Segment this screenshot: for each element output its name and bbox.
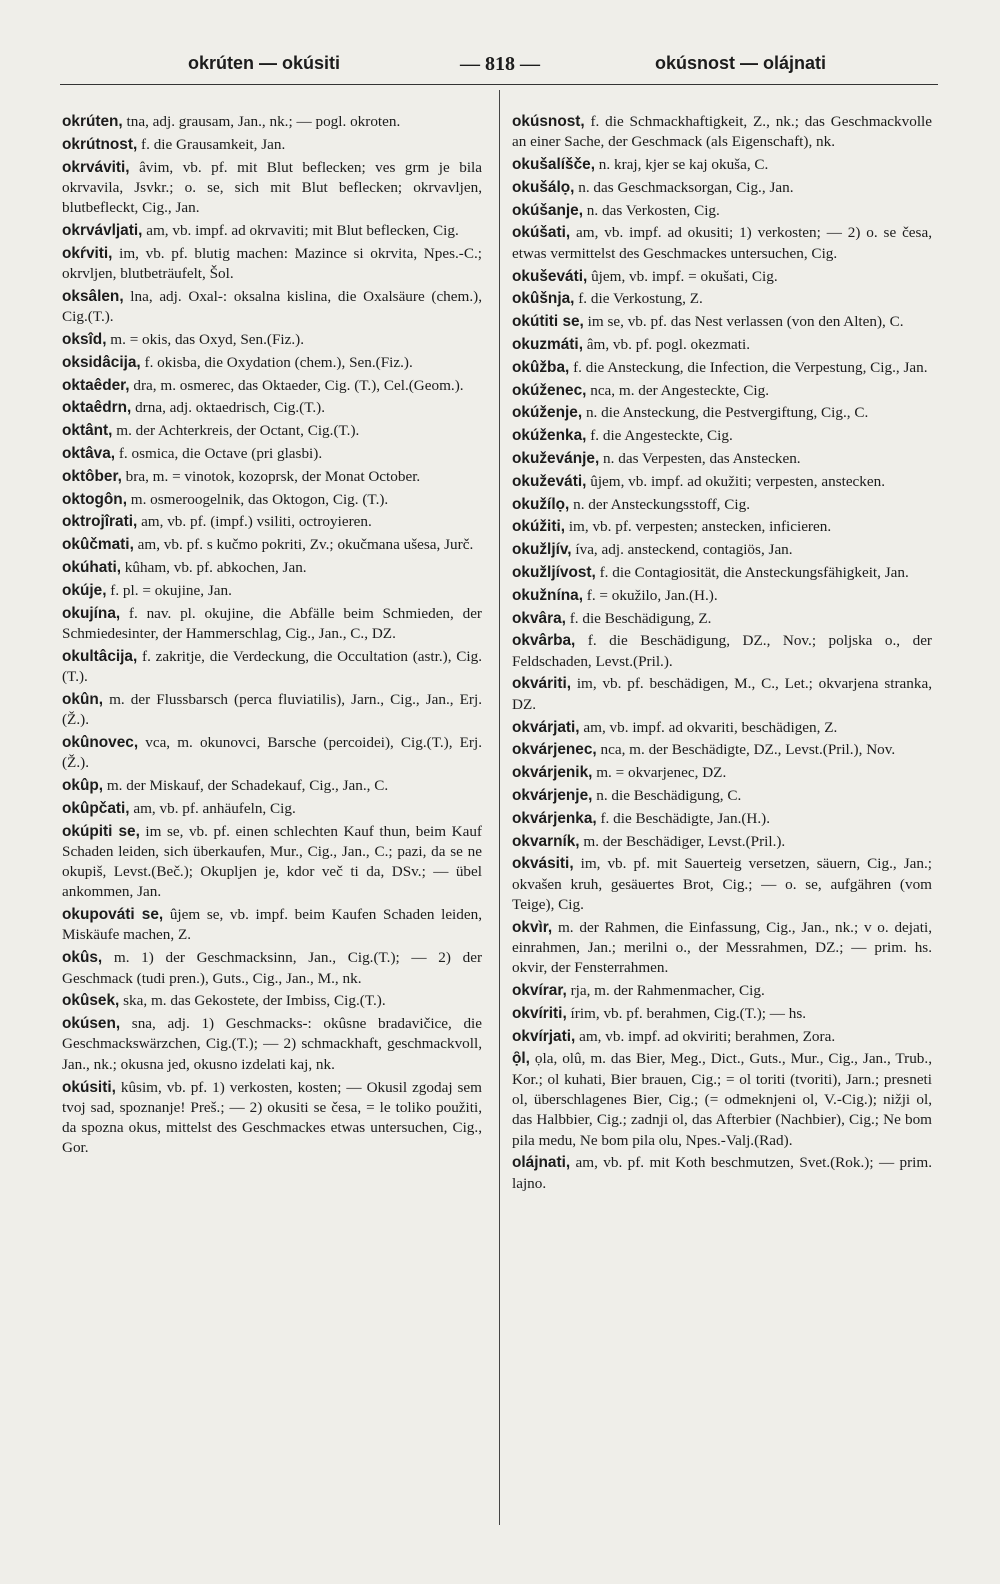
dictionary-entry [62, 287, 482, 328]
entry-headword: okûsek, [62, 992, 120, 1010]
dictionary-entry [62, 467, 482, 487]
entry-headword: okúsnost, [512, 113, 585, 130]
entry-headword: okúsen, [62, 1015, 121, 1033]
dictionary-entry [62, 733, 482, 774]
entry-definition: lna, adj. Oxal-: oksalna kislina, die Oxalsäure (chem.), Cig.(T.). [62, 287, 482, 326]
entry-headword: okŕviti, [62, 244, 113, 262]
entry-definition: n. die Ansteckung, die Pestvergiftung, Cig., C. [582, 404, 869, 422]
entry-definition: kûham, vb. pf. abkochen, Jan. [121, 558, 307, 576]
entry-definition: f. die Contagiosität, die Ansteckungsfähigkeit, Jan. [595, 563, 909, 581]
entry-definition: íva, adj. ansteckend, contagiös, Jan. [571, 541, 793, 559]
entry-definition: dra, m. osmerec, das Oktaeder, Cig. (T.), Cel.(Geom.). [129, 376, 464, 394]
entry-headword: okvírar, [512, 982, 567, 1000]
dictionary-entry [512, 1153, 932, 1194]
entry-definition: f. die Grausamkeit, Jan. [137, 135, 286, 153]
dictionary-entry [62, 647, 482, 688]
entry-headword: okútiti se, [512, 313, 584, 331]
dictionary-entry [512, 918, 932, 979]
dictionary-entry [512, 381, 932, 401]
dictionary-entry [512, 718, 932, 738]
entry-definition: âm, vb. pf. pogl. okezmati. [582, 335, 751, 353]
dictionary-entry [62, 112, 482, 132]
entry-definition: ska, m. das Gekostete, der Imbiss, Cig.(T.). [119, 992, 386, 1010]
dictionary-entry [512, 763, 932, 783]
dictionary-entry [512, 563, 932, 583]
entry-definition: m. der Rahmen, die Einfassung, Cig., Jan., nk.; v o. dejati, einrahmen, Jan.; merilni o., der Messrahmen, DZ.; — prim. hs. okvir, der Fensterrahmen. [512, 918, 932, 977]
dictionary-entry [62, 1014, 482, 1075]
entry-definition: ûjem se, vb. impf. beim Kaufen Schaden leiden, Miskäufe machen, Z. [62, 906, 483, 944]
dictionary-entry [512, 809, 932, 829]
entry-definition: nca, m. der Angesteckte, Cig. [586, 381, 770, 399]
dictionary-entry [62, 581, 482, 601]
entry-definition: am, vb. impf. ad okviriti; berahmen, Zora. [575, 1027, 836, 1045]
entry-definition: ûjem, vb. impf. = okušati, Cig. [587, 267, 778, 285]
dictionary-entry [62, 690, 482, 731]
dictionary-entry [512, 540, 932, 560]
dictionary-entry [512, 832, 932, 852]
dictionary-entry [62, 604, 482, 645]
entry-definition: f. die Schmackhaftigkeit, Z., nk.; das Geschmackvolle an einer Sache, der Geschmack (als Eigenschaft), nk. [512, 113, 932, 151]
entry-definition: f. nav. pl. okujine, die Abfälle beim Schmieden, der Schmiedesinter, der Hammerschlag, Cig., Jan., C., DZ. [62, 604, 482, 642]
entry-definition: rja, m. der Rahmenmacher, Cig. [566, 982, 765, 1000]
entry-definition: am, vb. pf. anhäufeln, Cig. [129, 799, 296, 817]
header-right-range: okúsnost — olájnati [654, 53, 826, 73]
dictionary-entry [62, 244, 482, 285]
dictionary-entry [512, 517, 932, 537]
entry-definition: am, vb. pf. s kučmo pokriti, Zv.; okučmana ušesa, Jurč. [133, 536, 474, 554]
entry-headword: okúšati, [512, 224, 571, 242]
entry-headword: okvìr, [512, 918, 553, 936]
entry-definition: n. das Verpesten, das Anstecken. [599, 449, 801, 467]
page-number: — 818 — [460, 53, 540, 75]
left-column [62, 112, 482, 1161]
entry-definition: m. = okvarjenec, DZ. [592, 764, 727, 782]
entry-headword: okvârba, [512, 632, 576, 650]
entry-headword: okvárjenje, [512, 786, 593, 804]
entry-headword: okrvávljati, [62, 221, 143, 239]
entry-headword: okvásiti, [512, 855, 574, 873]
entry-definition: m. = okis, das Oxyd, Sen.(Fiz.). [106, 330, 305, 348]
dictionary-entry [512, 586, 932, 606]
column-divider [499, 90, 500, 1525]
entry-definition: f. osmica, die Octave (pri glasbi). [115, 444, 323, 462]
entry-headword: oktogôn, [62, 490, 127, 508]
entry-headword: oksîd, [62, 330, 107, 348]
entry-definition: f. die Verkostung, Z. [574, 290, 703, 308]
entry-definition: f. die Angesteckte, Cig. [586, 427, 733, 445]
dictionary-entry [512, 786, 932, 806]
dictionary-entry [512, 674, 932, 715]
entry-headword: oktaêdrn, [62, 399, 132, 417]
entry-headword: okúženka, [512, 427, 587, 445]
entry-definition: m. der Achterkreis, der Octant, Cig.(T.). [112, 422, 360, 440]
entry-headword: okúžiti, [512, 518, 566, 536]
entry-headword: okužljív, [512, 541, 572, 559]
entry-definition: f. pl. = okujine, Jan. [106, 581, 232, 599]
dictionary-entry [512, 472, 932, 492]
dictionary-entry [62, 535, 482, 555]
dictionary-entry [512, 201, 932, 221]
dictionary-entry [512, 267, 932, 287]
entry-definition: kûsim, vb. pf. 1) verkosten, kosten; — Okusil zgodaj sem tvoj sad, spoznanje! Preš.; — 2) okusiti se česa, = le toliko použiti, da spozna okus, mittelst des Geschmackes etwas untersuchen, Cig., Gor. [62, 1078, 482, 1157]
entry-headword: okûnovec, [62, 733, 139, 751]
entry-definition: m. der Miskauf, der Schadekauf, Cig., Jan., C. [103, 776, 389, 794]
entry-definition: im, vb. pf. beschädigen, M., C., Let.; okvarjena stranka, DZ. [512, 675, 932, 713]
dictionary-entry [62, 376, 482, 396]
entry-headword: okvâra, [512, 609, 566, 627]
dictionary-entry [62, 512, 482, 532]
entry-headword: okušalíšče, [512, 156, 595, 174]
dictionary-entry [62, 1078, 482, 1159]
entry-definition: m. osmeroogelnik, das Oktogon, Cig. (T.). [126, 490, 389, 508]
entry-headword: okúženje, [512, 404, 583, 422]
entry-definition: ọla, olû, m. das Bier, Meg., Dict., Guts., Mur., Cig., Jan., Trub., Kor.; ol kuhati, Bier brauen, Cig.; = ol toriti (tvoriti), Jarn.; presneti ol, überschlagenes Bier, Cig.; (= odmeknjeni ol, V.-Cig.); nižji ol, das Halbbier, Cig.; zadnji ol, das Afterbier (Nachbier), Cig.; Ne bom pila medu, Ne bom pila olu, Npes.-Valj.(Rad). [512, 1050, 932, 1149]
entry-headword: okúhati, [62, 558, 121, 576]
entry-definition: f. die Beschädigung, Z. [565, 609, 712, 627]
entry-headword: okvírjati, [512, 1027, 576, 1045]
dictionary-entry [62, 135, 482, 155]
entry-headword: okváriti, [512, 675, 572, 693]
entry-headword: okúje, [62, 581, 107, 599]
entry-definition: am, vb. impf. ad okvariti, beschädigen, Z. [579, 718, 838, 736]
entry-definition: n. der Ansteckungsstoff, Cig. [569, 495, 750, 513]
dictionary-entry [62, 330, 482, 350]
dictionary-entry [62, 905, 482, 946]
entry-headword: okuževánje, [512, 449, 600, 467]
entry-definition: am, vb. pf. (impf.) vsiliti, octroyieren. [137, 513, 372, 531]
entry-headword: okužílọ, [512, 495, 570, 513]
entry-headword: okrútnost, [62, 135, 138, 153]
entry-definition: n. das Geschmacksorgan, Cig., Jan. [574, 178, 794, 196]
dictionary-entry [62, 822, 482, 903]
dictionary-entry [512, 609, 932, 629]
entry-definition: im, vb. pf. mit Sauerteig versetzen, säuern, Cig., Jan.; okvašen kruh, gesäuertes Brot, Cig.; — o. se, aufgähren (vom Teige), Cig. [512, 855, 932, 913]
dictionary-entry [62, 490, 482, 510]
dictionary-entry [512, 426, 932, 446]
entry-definition: im se, vb. pf. einen schlechten Kauf thun, beim Kauf Schaden leiden, sich überkaufen, Mur., Cig., Jan., C.; pazi, da se ne okupiš, Levst.(Beč.); Okupljen je, kdor več ti da, DSv.; — übel ankommen, Jan. [62, 822, 482, 901]
entry-definition: m. 1) der Geschmacksinn, Jan., Cig.(T.); — 2) der Geschmack (tudi pren.), Guts., Cig., Jan., M., nk. [62, 949, 482, 987]
entry-headword: okvarník, [512, 832, 580, 850]
entry-headword: oksâlen, [62, 287, 124, 305]
entry-headword: okvárjenka, [512, 809, 597, 827]
entry-definition: ûjem, vb. impf. ad okužiti; verpesten, anstecken. [586, 472, 886, 490]
dictionary-entry [512, 854, 932, 915]
entry-headword: okužljívost, [512, 563, 596, 581]
dictionary-entry [62, 421, 482, 441]
entry-headword: okrváviti, [62, 158, 130, 176]
entry-headword: okúsiti, [62, 1078, 116, 1096]
entry-headword: okûžba, [512, 358, 570, 376]
entry-definition: f. zakritje, die Verdeckung, die Occultation (astr.), Cig.(T.). [62, 647, 482, 685]
dictionary-entry [512, 403, 932, 423]
entry-definition: vca, m. okunovci, Barsche (percoidei), Cig.(T.), Erj.(Ž.). [62, 733, 482, 772]
dictionary-entry [512, 1027, 932, 1047]
header-rule [60, 84, 938, 85]
entry-headword: olájnati, [512, 1154, 571, 1172]
entry-definition: am, vb. pf. mit Koth beschmutzen, Svet.(Rok.); — prim. lajno. [512, 1154, 932, 1192]
entry-headword: okûn, [62, 690, 104, 708]
dictionary-entry [512, 335, 932, 355]
entry-definition: im, vb. pf. blutig machen: Mazince si okrvita, Npes.-C.; okrvljen, blutbeträufelt, Šol. [62, 244, 482, 283]
entry-definition: m. der Beschädiger, Levst.(Pril.). [579, 832, 786, 850]
header-left-range: okrúten — okúsiti [188, 53, 341, 73]
entry-headword: okušálọ, [512, 178, 575, 196]
entry-headword: oktrojîrati, [62, 513, 138, 531]
entry-definition: sna, adj. 1) Geschmacks-: okûsne bradavičice, die Geschmackswärzchen, Cig.(T.); — 2) schmackhaft, geschmackvoll, Jan., nk.; okusna jed, okusno izdelati kaj, nk. [62, 1015, 482, 1073]
entry-definition: im se, vb. pf. das Nest verlassen (von den Alten), C. [583, 313, 904, 331]
dictionary-entry [512, 1004, 932, 1024]
page-header [60, 50, 938, 80]
entry-definition: bra, m. = vinotok, kozoprsk, der Monat October. [121, 467, 421, 485]
entry-definition: âvim, vb. pf. mit Blut beflecken; ves grm je bila okrvavila, Jsvkr.; o. se, sich mit Blut beflecken; okrvavljen, blutbefleckt, Cig., Jan. [62, 158, 482, 217]
entry-headword: okvárjenik, [512, 764, 593, 782]
entry-definition: am, vb. impf. ad okrvaviti; mit Blut beflecken, Cig. [142, 221, 459, 239]
entry-headword: oktânt, [62, 422, 113, 440]
entry-headword: oktaêder, [62, 376, 130, 394]
entry-headword: okvíriti, [512, 1004, 567, 1022]
entry-definition: im, vb. pf. verpesten; anstecken, inficieren. [565, 518, 832, 536]
dictionary-entry [512, 1049, 932, 1150]
dictionary-entry [62, 776, 482, 796]
entry-definition: n. kraj, kjer se kaj okuša, C. [595, 156, 769, 174]
entry-definition: am, vb. impf. ad okusiti; 1) verkosten; — 2) o. se česa, etwas vermittelst des Geschmackes untersuchen, Cig. [512, 224, 932, 262]
entry-definition: m. der Flussbarsch (perca fluviatilis), Jarn., Cig., Jan., Erj.(Ž.). [62, 690, 482, 729]
entry-headword: okûšnja, [512, 290, 575, 308]
entry-headword: okužnína, [512, 586, 583, 604]
entry-headword: okvárjati, [512, 718, 580, 736]
entry-definition: tna, adj. grausam, Jan., nk.; — pogl. okroten. [122, 113, 401, 130]
dictionary-entry [512, 981, 932, 1001]
entry-headword: okultâcija, [62, 647, 138, 665]
dictionary-entry [62, 948, 482, 989]
entry-definition: f. okisba, die Oxydation (chem.), Sen.(Fiz.). [140, 353, 413, 371]
dictionary-entry [512, 155, 932, 175]
dictionary-entry [62, 558, 482, 578]
entry-headword: okûčmati, [62, 536, 134, 554]
entry-headword: okuževáti, [512, 472, 587, 490]
entry-headword: okuševáti, [512, 267, 588, 285]
entry-headword: okvárjenec, [512, 741, 597, 759]
entry-headword: oktôber, [62, 467, 122, 485]
entry-definition: f. = okužilo, Jan.(H.). [582, 586, 718, 604]
entry-definition: nca, m. der Beschädigte, DZ., Levst.(Pril.), Nov. [596, 741, 896, 759]
dictionary-entry [512, 495, 932, 515]
entry-headword: okúšanje, [512, 201, 583, 219]
dictionary-entry [512, 289, 932, 309]
entry-headword: oktâva, [62, 444, 116, 462]
entry-headword: ọ̑l, [512, 1050, 530, 1068]
entry-definition: drna, adj. oktaedrisch, Cig.(T.). [131, 399, 326, 417]
entry-headword: oksidâcija, [62, 353, 141, 371]
entry-definition: írim, vb. pf. berahmen, Cig.(T.); — hs. [566, 1004, 807, 1022]
entry-headword: okrúten, [62, 113, 123, 130]
dictionary-entry [512, 178, 932, 198]
dictionary-entry [512, 358, 932, 378]
dictionary-entry [62, 799, 482, 819]
dictionary-entry [62, 991, 482, 1011]
right-column [512, 112, 932, 1197]
dictionary-entry [62, 158, 482, 219]
dictionary-entry [62, 398, 482, 418]
entry-headword: okuzmáti, [512, 335, 583, 353]
entry-headword: okupováti se, [62, 906, 164, 924]
entry-headword: okúpiti se, [62, 822, 140, 840]
entry-definition: f. die Beschädigte, Jan.(H.). [596, 809, 771, 827]
dictionary-entry [512, 112, 932, 153]
dictionary-entry [62, 221, 482, 241]
dictionary-entry [512, 740, 932, 760]
entry-definition: f. die Beschädigung, DZ., Nov.; poljska o., der Feldschaden, Levst.(Pril.). [512, 632, 932, 670]
dictionary-entry [62, 444, 482, 464]
entry-definition: f. die Ansteckung, die Infection, die Verpestung, Cig., Jan. [569, 358, 928, 376]
entry-headword: okûp, [62, 776, 104, 794]
entry-headword: okujína, [62, 604, 121, 622]
entry-headword: okúženec, [512, 381, 587, 399]
dictionary-entry [512, 223, 932, 264]
dictionary-entry [512, 312, 932, 332]
entry-headword: okûs, [62, 949, 103, 967]
entry-definition: n. die Beschädigung, C. [592, 786, 742, 804]
dictionary-entry [512, 449, 932, 469]
dictionary-entry [62, 353, 482, 373]
entry-headword: okûpčati, [62, 799, 130, 817]
entry-definition: n. das Verkosten, Cig. [583, 201, 720, 219]
dictionary-entry [512, 631, 932, 672]
